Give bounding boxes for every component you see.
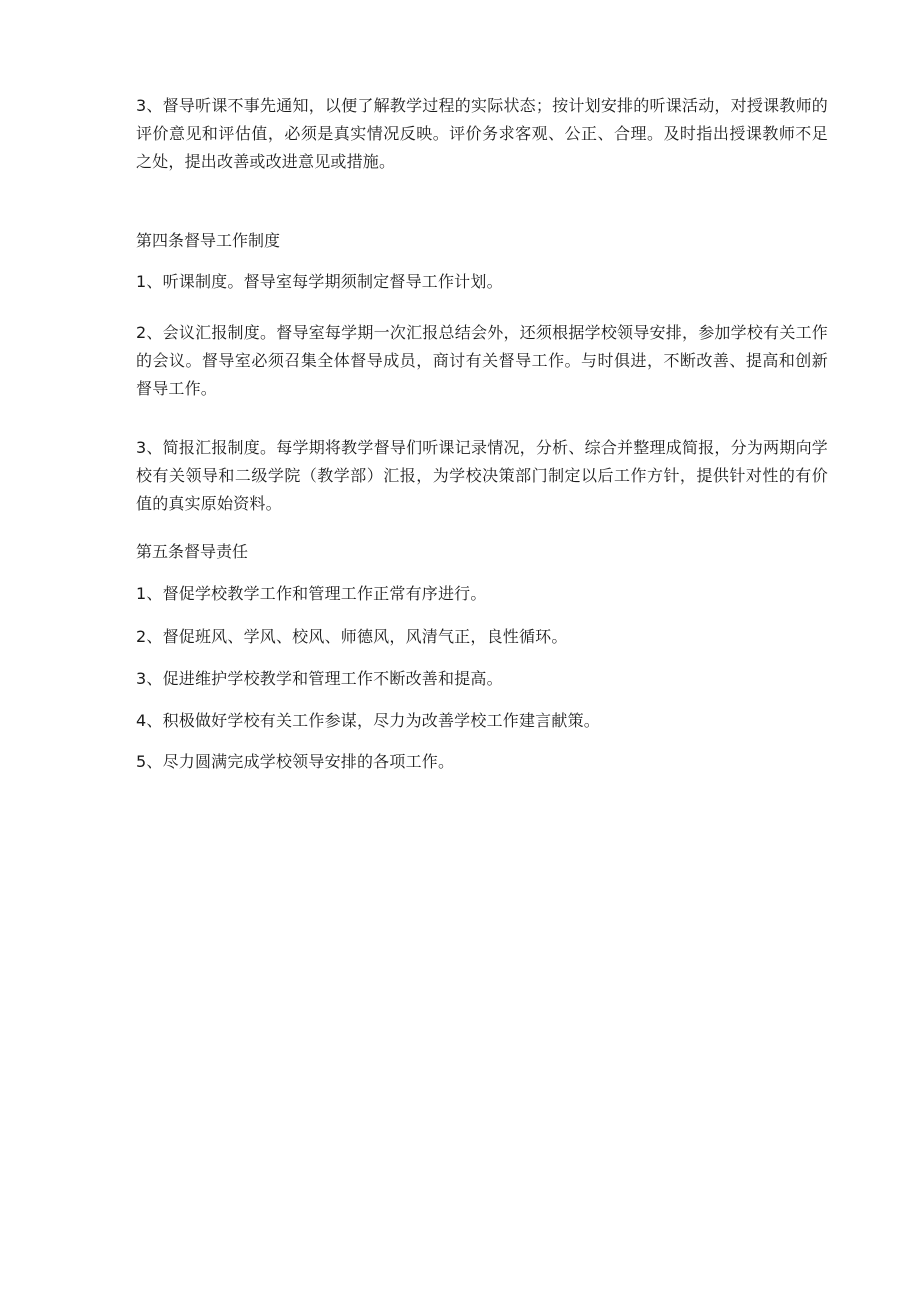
paragraph-lecture-system: 1、听课制度。督导室每学期须制定督导工作计划。 [136, 272, 503, 291]
list-item-responsibility-5: 5、尽力圆满完成学校领导安排的各项工作。 [136, 752, 455, 771]
paragraph-briefing-report-system: 3、简报汇报制度。每学期将教学督导们听课记录情况，分析、综合并整理成简报，分为两期向学校有关领导和二级学院（教学部）汇报，为学校决策部门制定以后工作方针，提供针对性的有价值的真实原始资料。 [136, 438, 828, 513]
list-item-responsibility-1: 1、督促学校教学工作和管理工作正常有序进行。 [136, 584, 487, 603]
paragraph-supervision-observation: 3、督导听课不事先通知，以便了解教学过程的实际状态；按计划安排的听课活动，对授课教师的评价意见和评估值，必须是真实情况反映。评价务求客观、公正、合理。及时指出授课教师不足之处，提出改善或改进意见或措施。 [136, 96, 828, 171]
list-item-responsibility-4: 4、积极做好学校有关工作参谋，尽力为改善学校工作建言献策。 [136, 711, 600, 730]
section-heading-article-4: 第四条督导工作制度 [136, 231, 281, 250]
list-item-responsibility-2: 2、督促班风、学风、校风、师德风，风清气正，良性循环。 [136, 627, 568, 646]
paragraph-meeting-report-system: 2、会议汇报制度。督导室每学期一次汇报总结会外，还须根据学校领导安排，参加学校有关工作的会议。督导室必须召集全体督导成员，商讨有关督导工作。与时俱进，不断改善、提高和创新督导工作。 [136, 323, 828, 398]
list-item-responsibility-3: 3、促进维护学校教学和管理工作不断改善和提高。 [136, 669, 503, 688]
section-heading-article-5: 第五条督导责任 [136, 542, 249, 561]
